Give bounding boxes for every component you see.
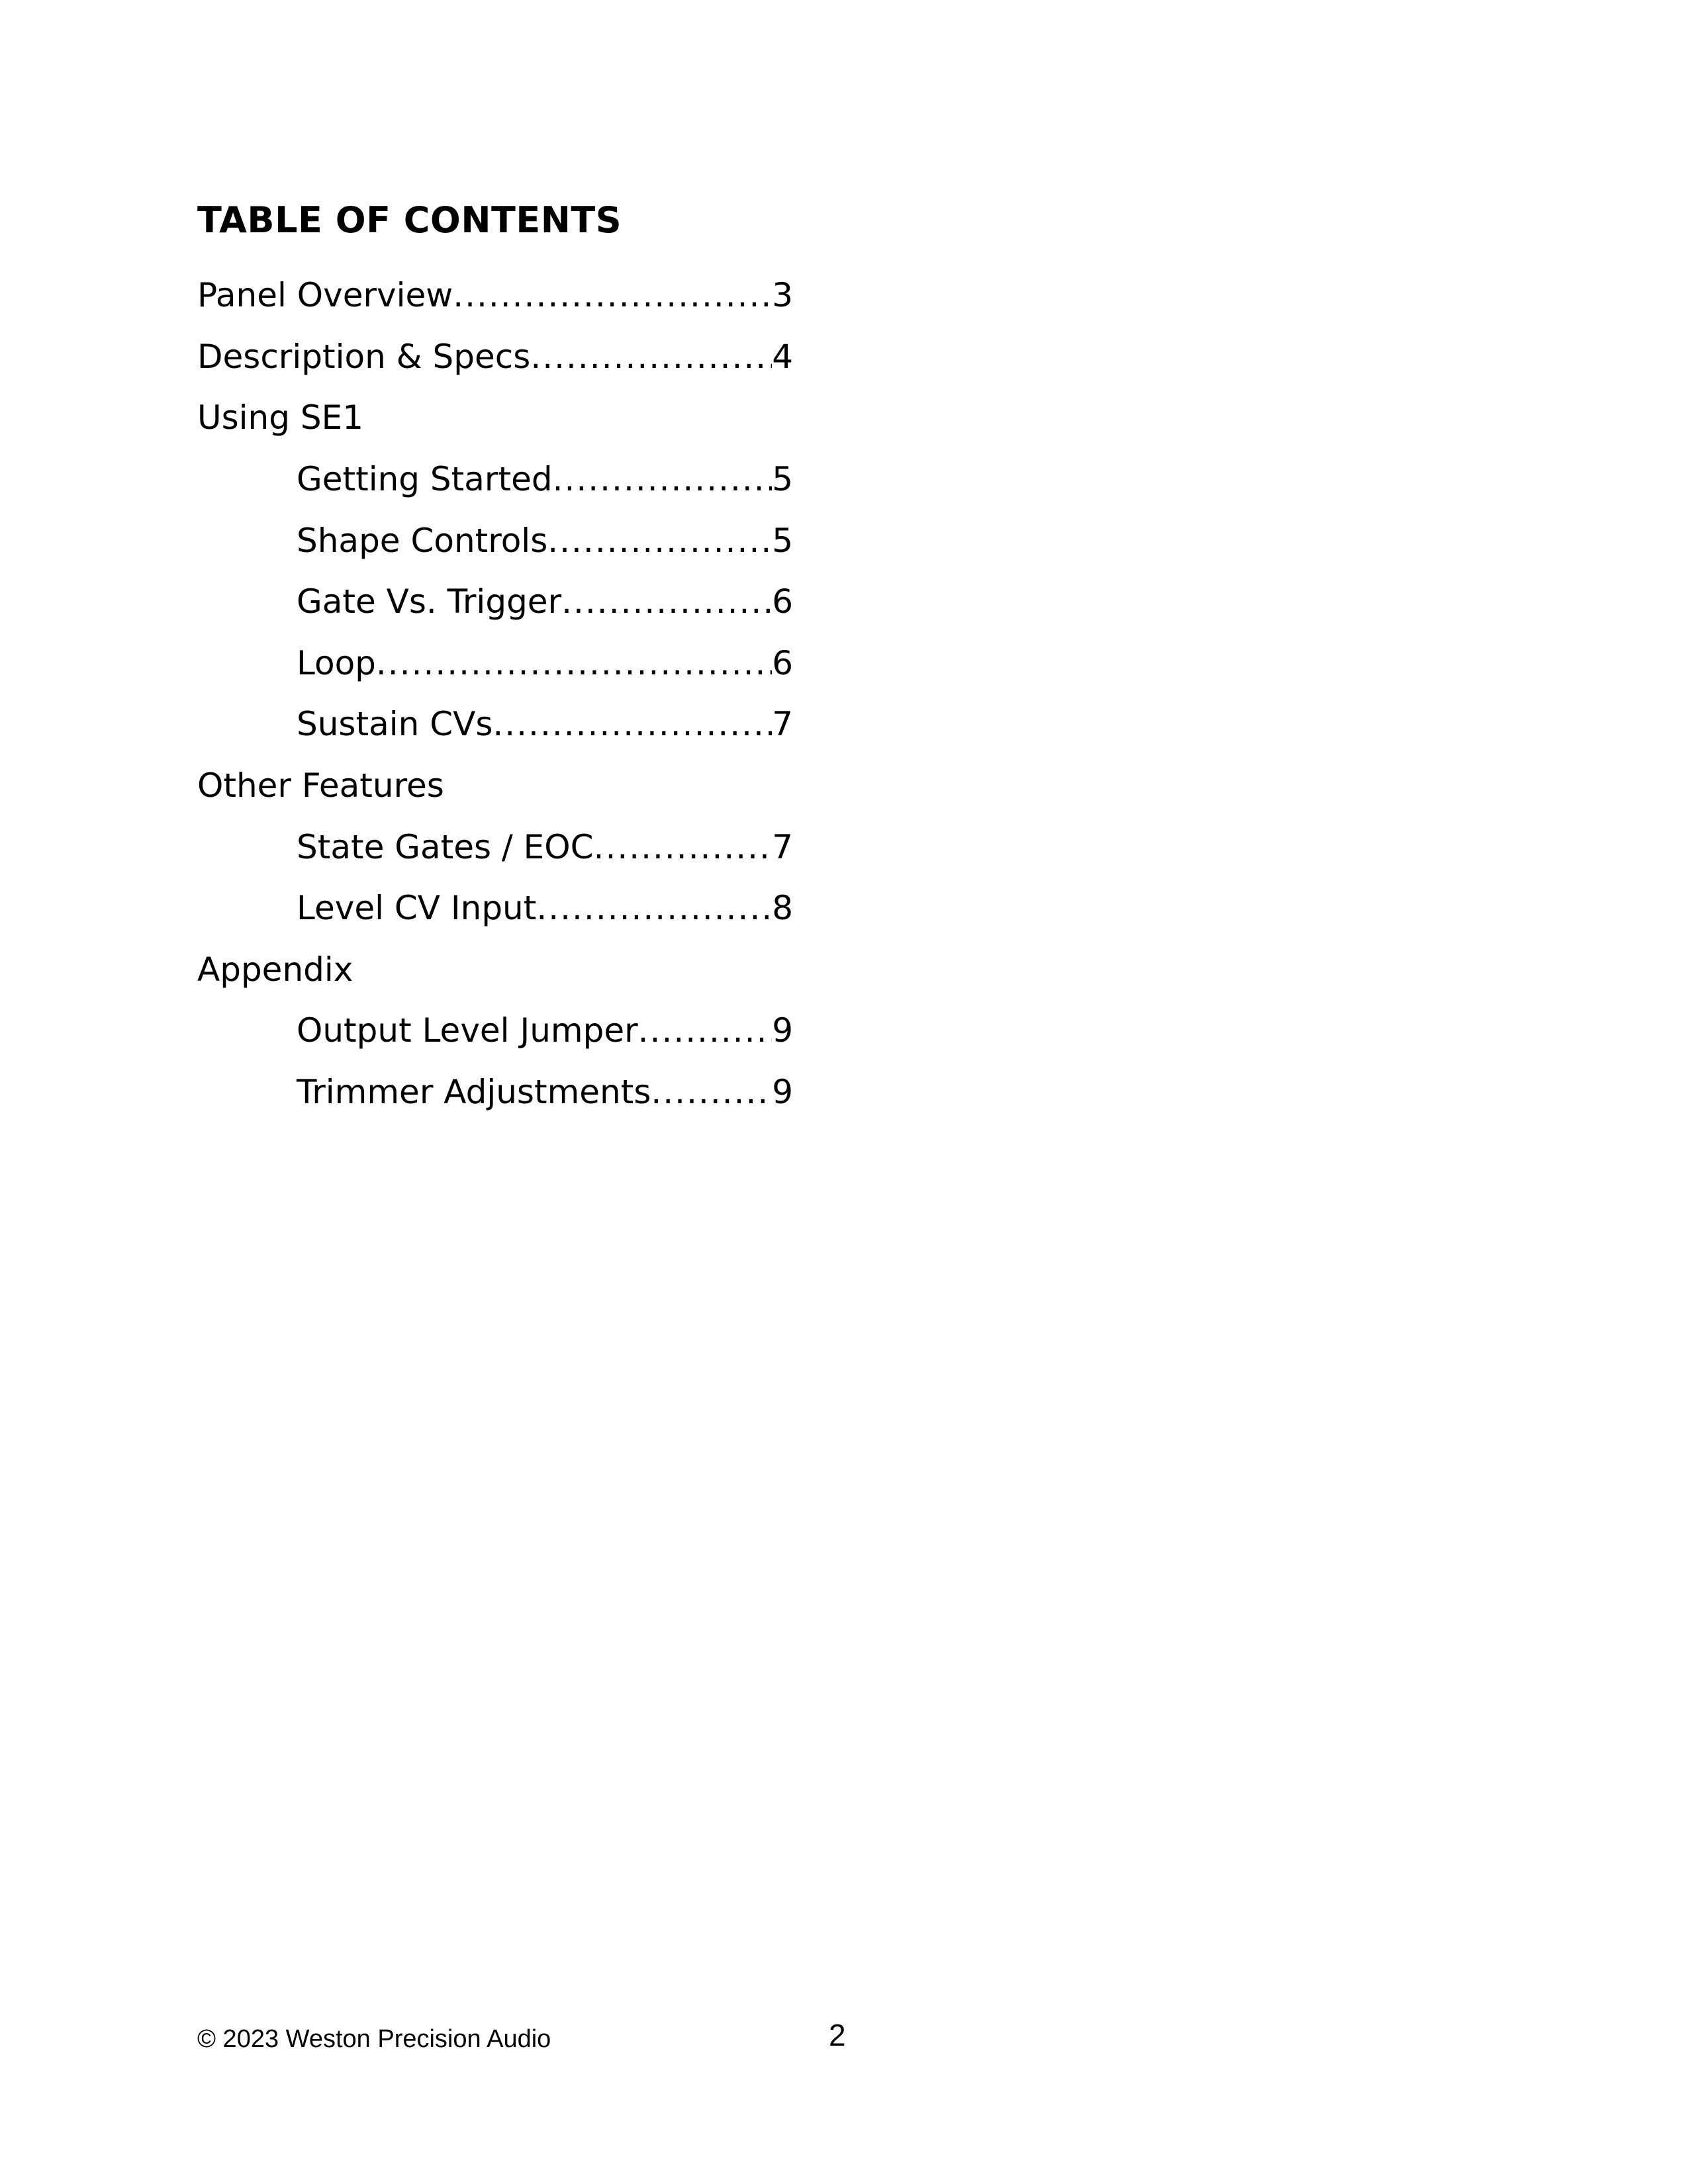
- toc-entry-page: 5: [772, 460, 793, 499]
- toc-dot-leader: [492, 705, 772, 743]
- toc-entry: [297, 889, 793, 927]
- toc-entry-page: 3: [772, 276, 793, 315]
- toc-entry-label: Output Level Jumper: [297, 1011, 638, 1050]
- toc-entry: [297, 644, 793, 682]
- toc-entry-label: Level CV Input: [297, 889, 537, 928]
- toc-entry: [297, 1011, 793, 1050]
- toc-entry-page: 6: [772, 643, 793, 682]
- toc-entry-page: 6: [772, 582, 793, 621]
- toc-row: [197, 449, 820, 510]
- toc-entry-label: Sustain CVs: [297, 705, 493, 744]
- toc-dot-leader: [453, 276, 772, 314]
- toc-entry: [297, 828, 793, 866]
- toc-entry-label: State Gates / EOC: [297, 827, 594, 866]
- toc-dot-leader: [530, 338, 772, 376]
- toc-row: [197, 510, 820, 571]
- toc-dot-leader: [651, 1073, 772, 1111]
- toc-entry-label: Loop: [297, 643, 376, 682]
- toc-entry-page: 7: [772, 827, 793, 866]
- footer-page-number: 2: [829, 2018, 846, 2052]
- toc-entry-label: Shape Controls: [297, 521, 548, 560]
- toc-row: [197, 694, 820, 755]
- toc-entry-page: 7: [772, 705, 793, 744]
- toc-row: [197, 326, 820, 388]
- toc-section-label: Using SE1: [197, 398, 364, 437]
- toc-entry: [297, 522, 793, 560]
- toc-entry: [197, 276, 793, 314]
- toc-row: [197, 816, 820, 878]
- toc-entry: [297, 460, 793, 498]
- toc-section-label: Other Features: [197, 766, 444, 805]
- toc-dot-leader: [376, 644, 772, 682]
- toc-entry: [297, 1073, 793, 1111]
- toc-row: [197, 265, 820, 326]
- toc-entry-page: 9: [772, 1073, 793, 1112]
- toc-entry-label: Description & Specs: [197, 337, 531, 376]
- toc-entry-page: 4: [772, 337, 793, 376]
- toc-section-row: [197, 387, 820, 449]
- toc-entry: [197, 338, 793, 376]
- toc-section-row: [197, 939, 820, 1001]
- toc-row: [197, 571, 820, 633]
- toc-title: TABLE OF CONTENTS: [197, 199, 622, 241]
- toc-row: [197, 1062, 820, 1123]
- toc-row: [197, 633, 820, 694]
- toc-dot-leader: [547, 522, 772, 560]
- toc-dot-leader: [536, 889, 772, 927]
- toc-section-row: [197, 755, 820, 817]
- toc-entry-page: 9: [772, 1011, 793, 1050]
- toc-list: [197, 265, 820, 1122]
- toc-entry-page: 8: [772, 889, 793, 928]
- toc-entry-label: Gate Vs. Trigger: [297, 582, 562, 621]
- toc-entry: [297, 705, 793, 743]
- toc-dot-leader: [553, 460, 773, 498]
- toc-entry: [297, 582, 793, 621]
- toc-entry-page: 5: [772, 521, 793, 560]
- toc-dot-leader: [638, 1011, 773, 1050]
- toc-row: [197, 1000, 820, 1062]
- toc-entry-label: Panel Overview: [197, 276, 453, 315]
- footer-copyright: © 2023 Weston Precision Audio: [197, 2025, 551, 2053]
- toc-entry-label: Trimmer Adjustments: [297, 1073, 651, 1112]
- toc-dot-leader: [594, 828, 773, 866]
- toc-section-label: Appendix: [197, 950, 353, 989]
- toc-entry-label: Getting Started: [297, 460, 553, 499]
- toc-row: [197, 878, 820, 939]
- toc-dot-leader: [561, 582, 772, 621]
